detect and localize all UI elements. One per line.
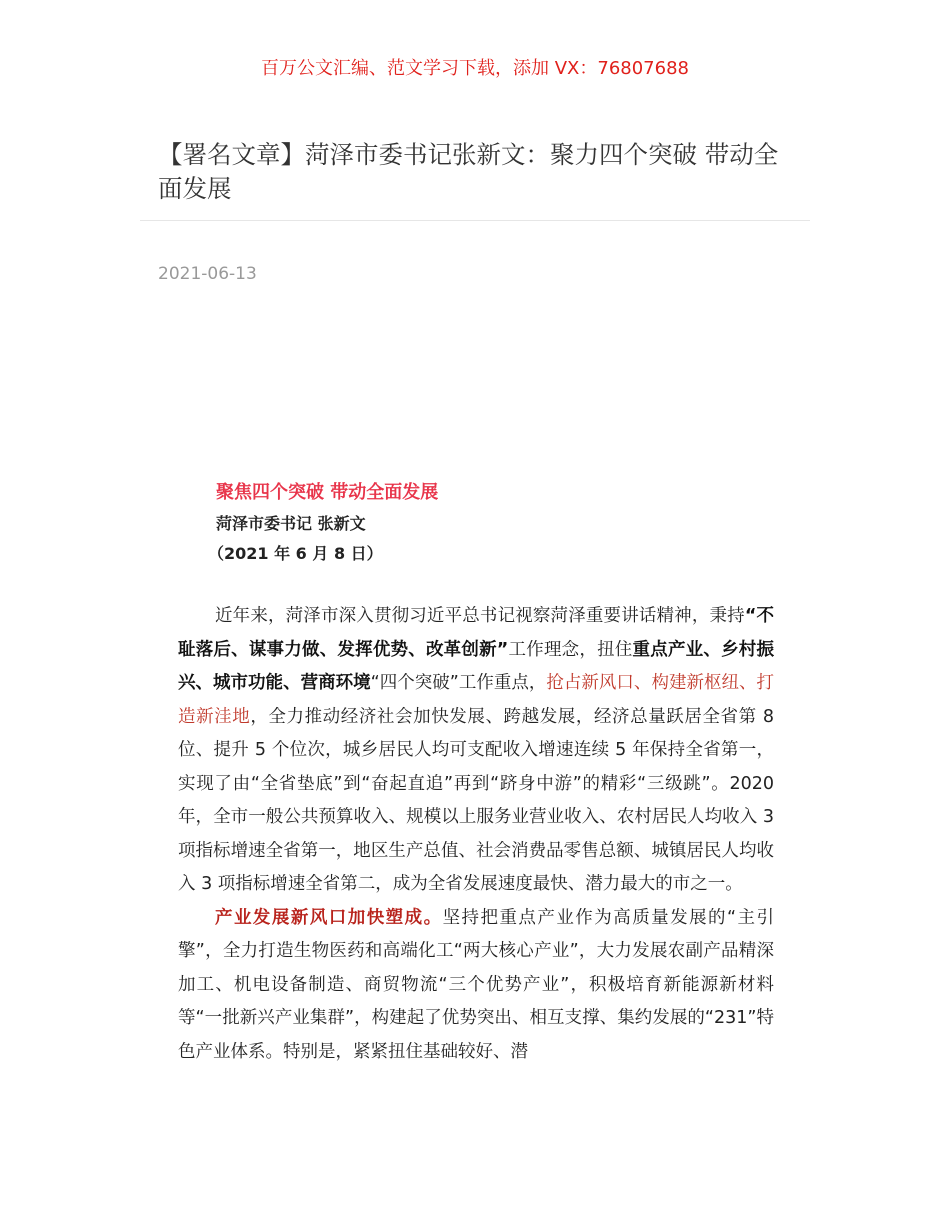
speech-date: （2021 年 6 月 8 日） — [208, 544, 383, 563]
paragraph-1-text-b: 工作理念，扭住 — [508, 639, 633, 660]
speech-headline: 聚焦四个突破 带动全面发展 — [216, 482, 439, 503]
promo-banner: 百万公文汇编、范文学习下载，添加 VX：76807688 — [261, 58, 689, 79]
title-divider — [140, 220, 810, 221]
work-philosophy: “不耻落后、谋事力做、发挥优势、改革创新” — [178, 606, 774, 660]
four-breakthroughs: 重点产业、乡村振兴、城市功能、营商环境 — [178, 639, 774, 693]
paragraph-2 — [178, 902, 774, 1070]
article-body — [178, 600, 774, 1069]
article-date: 2021-06-13 — [158, 264, 257, 284]
speech-header — [208, 480, 776, 566]
speech-author: 菏泽市委书记 张新文 — [216, 514, 366, 533]
highlight-goals: 抢占新风口、构建新枢纽、打造新洼地 — [178, 673, 775, 727]
paragraph-1 — [178, 600, 774, 902]
section-heading-industry: 产业发展新风口加快塑成。 — [215, 907, 443, 928]
paragraph-2-text: 坚持把重点产业作为高质量发展的“主引擎”，全力打造生物医药和高端化工“两大核心产业”，大力发展农副产品精深加工、机电设备制造、商贸物流“三个优势产业”，积极培育新能源新材料等“一批新兴产业集群”，构建起了优势突出、相互支撑、集约发展的“231”特色产业体系。特别是，紧紧扭住基础较好、潜 — [178, 907, 774, 1062]
paragraph-1-text-c: “四个突破”工作重点， — [370, 673, 547, 693]
article-title: 【署名文章】菏泽市委书记张新文：聚力四个突破 带动全面发展 — [158, 140, 779, 203]
paragraph-1-text-d: ，全力推动经济社会加快发展、跨越发展，经济总量跃居全省第 8 位、提升 5 个位次，城乡居民人均可支配收入增速连续 5 年保持全省第一，实现了由“全省垫底”到“奋起直追”再到“跻身中游”的精彩“三级跳”。2020 年，全市一般公共预算收入、规模以上服务业营业收入、农村居民人均收入 3 项指标增速全省第一，地区生产总值、社会消费品零售总额、城镇居民人均收入 3 项指标增速全省第二，成为全省发展速度最快、潜力最大的市之一。 — [178, 706, 774, 894]
paragraph-1-text-a: 近年来，菏泽市深入贯彻习近平总书记视察菏泽重要讲话精神，秉持 — [215, 606, 745, 626]
